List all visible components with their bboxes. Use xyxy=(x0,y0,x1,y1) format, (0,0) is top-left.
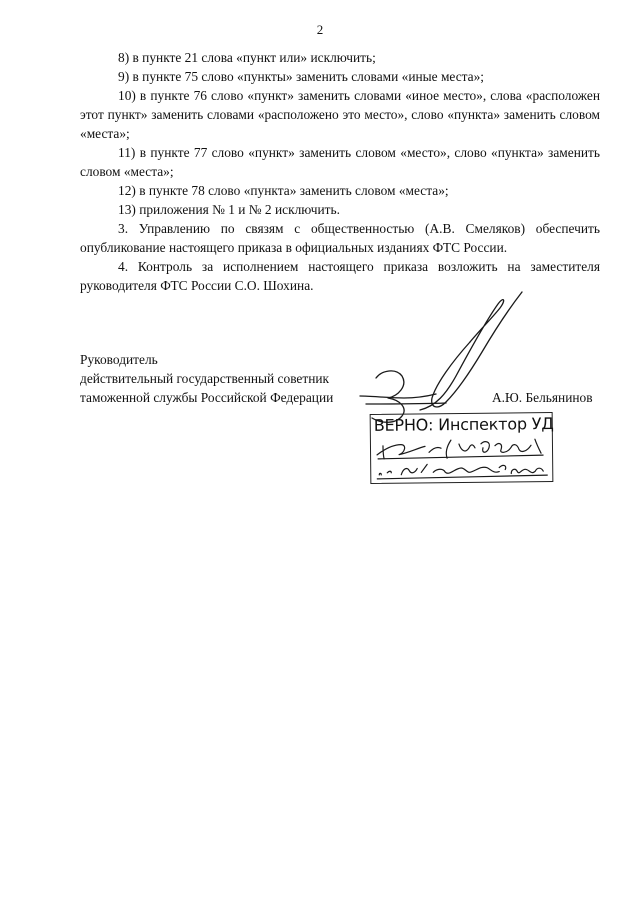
paragraph-item-13: 13) приложения № 1 и № 2 исключить. xyxy=(118,202,340,217)
signer-position-line: действительный государственный советник xyxy=(80,371,330,386)
page-number: 2 xyxy=(316,22,324,37)
paragraph-clause-4: 4. Контроль за исполнением настоящего приказа возложить на заместителя руководителя ФТС России С.О. Шохина. xyxy=(80,259,600,293)
signer-name: А.Ю. Бельянинов xyxy=(492,390,593,405)
paragraph-item-11: 11) в пункте 77 слово «пункт» заменить словом «место», слово «пункта» заменить словом «места»; xyxy=(80,145,600,179)
stamp-title: ВЕРНО: Инспектор УД xyxy=(373,414,554,435)
paragraph-item-10: 10) в пункте 76 слово «пункт» заменить словами «иное место», слова «расположен этот пункт» заменить словами «расположено это место», слово «пункта» заменить словом «места»; xyxy=(80,88,600,141)
document-body xyxy=(80,48,600,295)
stamp-handwriting xyxy=(371,413,555,485)
paragraph-item-12: 12) в пункте 78 слово «пункта» заменить словом «места»; xyxy=(118,183,449,198)
signer-position-line: Руководитель xyxy=(80,352,158,367)
certification-stamp xyxy=(370,412,554,484)
signer-position-line: таможенной службы Российской Федерации xyxy=(80,390,334,405)
paragraph-clause-3: 3. Управлению по связям с общественностью (А.В. Смеляков) обеспечить опубликование настоящего приказа в официальных изданиях ФТС России. xyxy=(80,221,600,255)
paragraph-item-9: 9) в пункте 75 слово «пункты» заменить словами «иные места»; xyxy=(118,69,485,84)
paragraph-item-8: 8) в пункте 21 слова «пункт или» исключить; xyxy=(118,50,376,65)
signer-position xyxy=(80,350,370,407)
